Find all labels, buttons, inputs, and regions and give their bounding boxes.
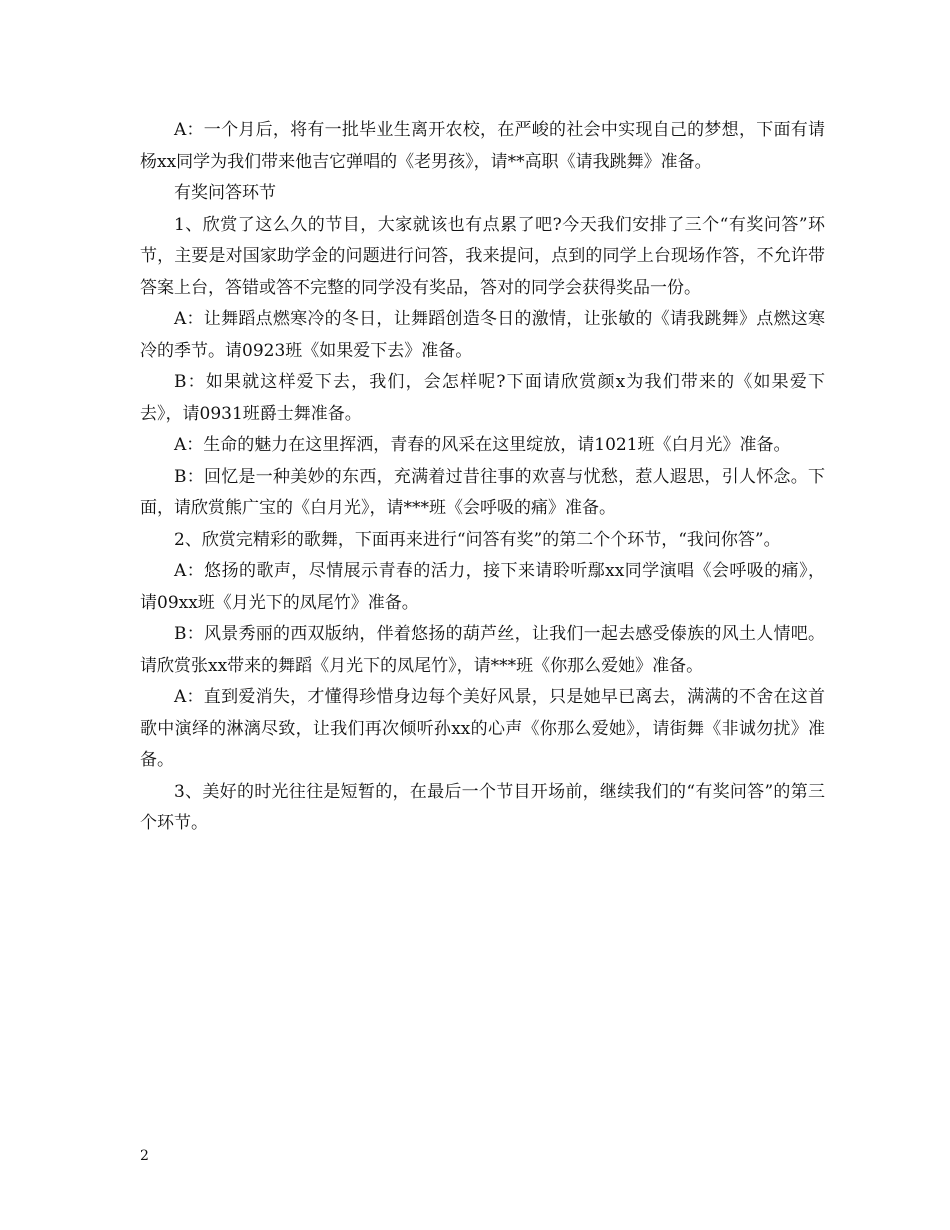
page-number: 2 [140,1148,149,1164]
section-heading: 有奖问答环节 [174,183,276,203]
body-text [140,115,825,840]
paragraph-3: A：让舞蹈点燃寒冷的冬日，让舞蹈创造冬日的激情，让张敏的《请我跳舞》点燃这寒冷的季节。请0923班《如果爱下去》准备。 [140,309,825,361]
paragraph-1: A：一个月后，将有一批毕业生离开农校，在严峻的社会中实现自己的梦想，下面有请杨xx同学为我们带来他吉它弹唱的《老男孩》，请**高职《请我跳舞》准备。 [140,120,825,172]
paragraph-7: 2、欣赏完精彩的歌舞，下面再来进行“问答有奖”的第二个个环节，“我问你答”。 [174,529,781,550]
paragraph-10: A：直到爱消失，才懂得珍惜身边每个美好风景，只是她早已离去，满满的不舍在这首歌中演绎的淋漓尽致，让我们再次倾听孙xx的心声《你那么爱她》，请街舞《非诚勿扰》准备。 [140,687,825,770]
paragraph-6: B：回忆是一种美妙的东西，充满着过昔往事的欢喜与忧愁，惹人遐思，引人怀念。下面，请欣赏熊广宝的《白月光》，请***班《会呼吸的痛》准备。 [140,466,825,518]
paragraph-2: 1、欣赏了这么久的节目，大家就该也有点累了吧?今天我们安排了三个“有奖问答”环节，主要是对国家助学金的问题进行问答，我来提问，点到的同学上台现场作答，不允许带答案上台，答错或答不完整的同学没有奖品，答对的同学会获得奖品一份。 [140,214,825,298]
paragraph-11: 3、美好的时光往往是短暂的，在最后一个节目开场前，继续我们的“有奖问答”的第三个环节。 [140,781,825,833]
paragraph-4: B：如果就这样爱下去，我们，会怎样呢?下面请欣赏颜x为我们带来的《如果爱下去》，请0931班爵士舞准备。 [140,372,825,424]
paragraph-8: A：悠扬的歌声，尽情展示青春的活力，接下来请聆听鄢xx同学演唱《会呼吸的痛》，请09xx班《月光下的凤尾竹》准备。 [140,561,825,613]
paragraph-9: B：风景秀丽的西双版纳，伴着悠扬的葫芦丝，让我们一起去感受傣族的风土人情吧。请欣赏张xx带来的舞蹈《月光下的凤尾竹》，请***班《你那么爱她》准备。 [140,624,825,676]
paragraph-5: A：生命的魅力在这里挥洒，青春的风采在这里绽放，请1021班《白月光》准备。 [174,435,791,455]
